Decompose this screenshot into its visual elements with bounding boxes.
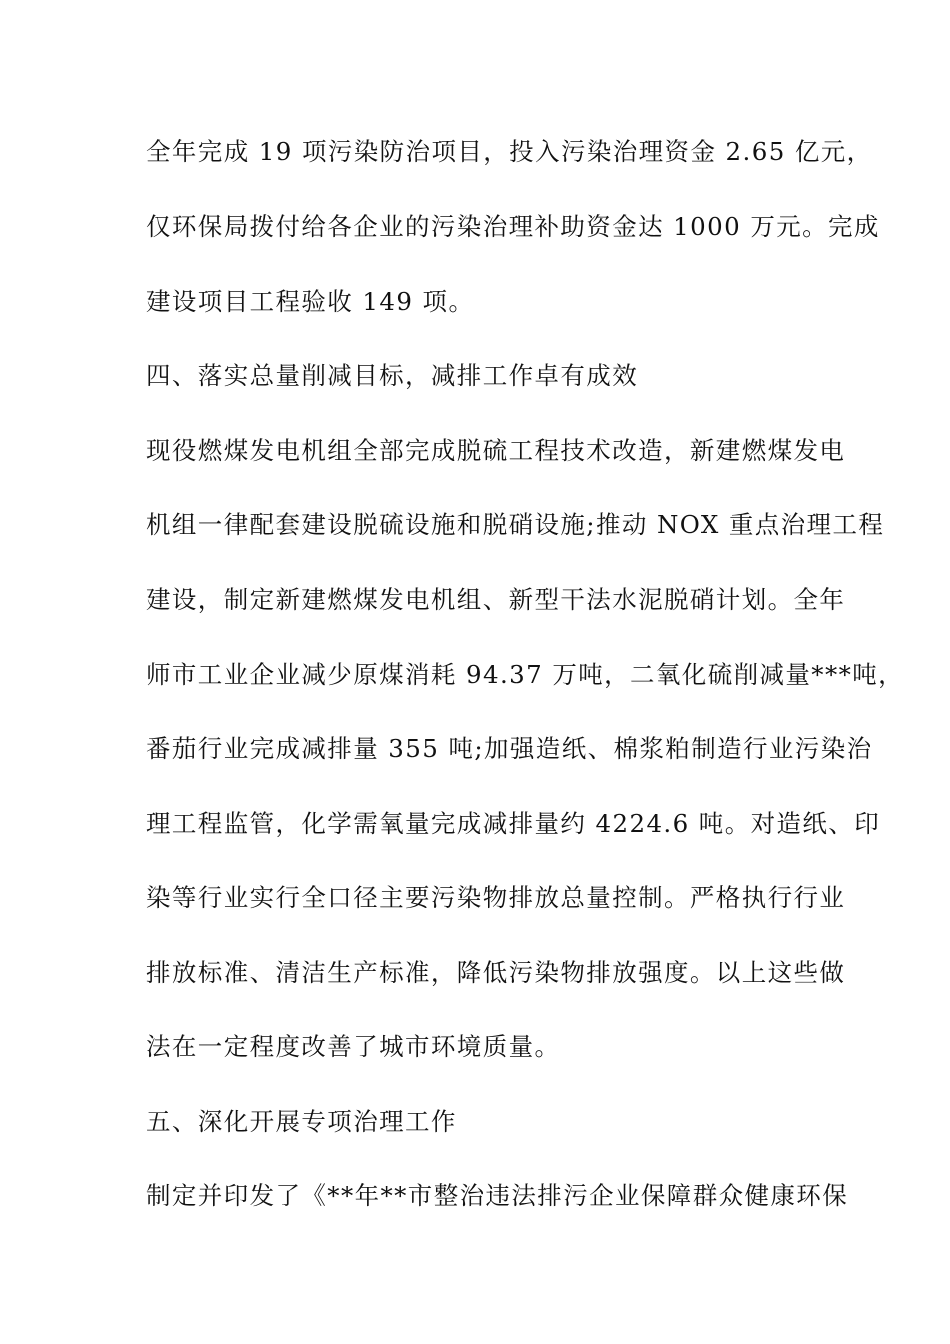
paragraph-line: 法在一定程度改善了城市环境质量。 [146, 1032, 561, 1061]
paragraph-line: 制定并印发了《**年**市整治违法排污企业保障群众健康环保 [146, 1181, 849, 1210]
section-heading: 五、深化开展专项治理工作 [146, 1107, 457, 1136]
paragraph-line: 机组一律配套建设脱硫设施和脱硝设施;推动 NOX 重点治理工程 [146, 510, 885, 539]
paragraph-line: 染等行业实行全口径主要污染物排放总量控制。严格执行行业 [146, 883, 846, 912]
section-heading: 四、落实总量削减目标，减排工作卓有成效 [146, 361, 639, 390]
paragraph-line: 仅环保局拨付给各企业的污染治理补助资金达 1000 万元。完成 [146, 212, 880, 241]
paragraph-line: 全年完成 19 项污染防治项目，投入污染治理资金 2.65 亿元， [146, 137, 873, 166]
paragraph-line: 建设，制定新建燃煤发电机组、新型干法水泥脱硝计划。全年 [146, 585, 846, 614]
paragraph-line: 排放标准、清洁生产标准，降低污染物排放强度。以上这些做 [146, 958, 846, 987]
paragraph-line: 师市工业企业减少原煤消耗 94.37 万吨，二氧化硫削减量***吨， [146, 660, 905, 689]
paragraph-line: 建设项目工程验收 149 项。 [146, 287, 475, 316]
paragraph-line: 番茄行业完成减排量 355 吨;加强造纸、棉浆粕制造行业污染治 [146, 734, 873, 763]
paragraph-line: 现役燃煤发电机组全部完成脱硫工程技术改造，新建燃煤发电 [146, 436, 846, 465]
paragraph-line: 理工程监管，化学需氧量完成减排量约 4224.6 吨。对造纸、印 [146, 809, 881, 838]
